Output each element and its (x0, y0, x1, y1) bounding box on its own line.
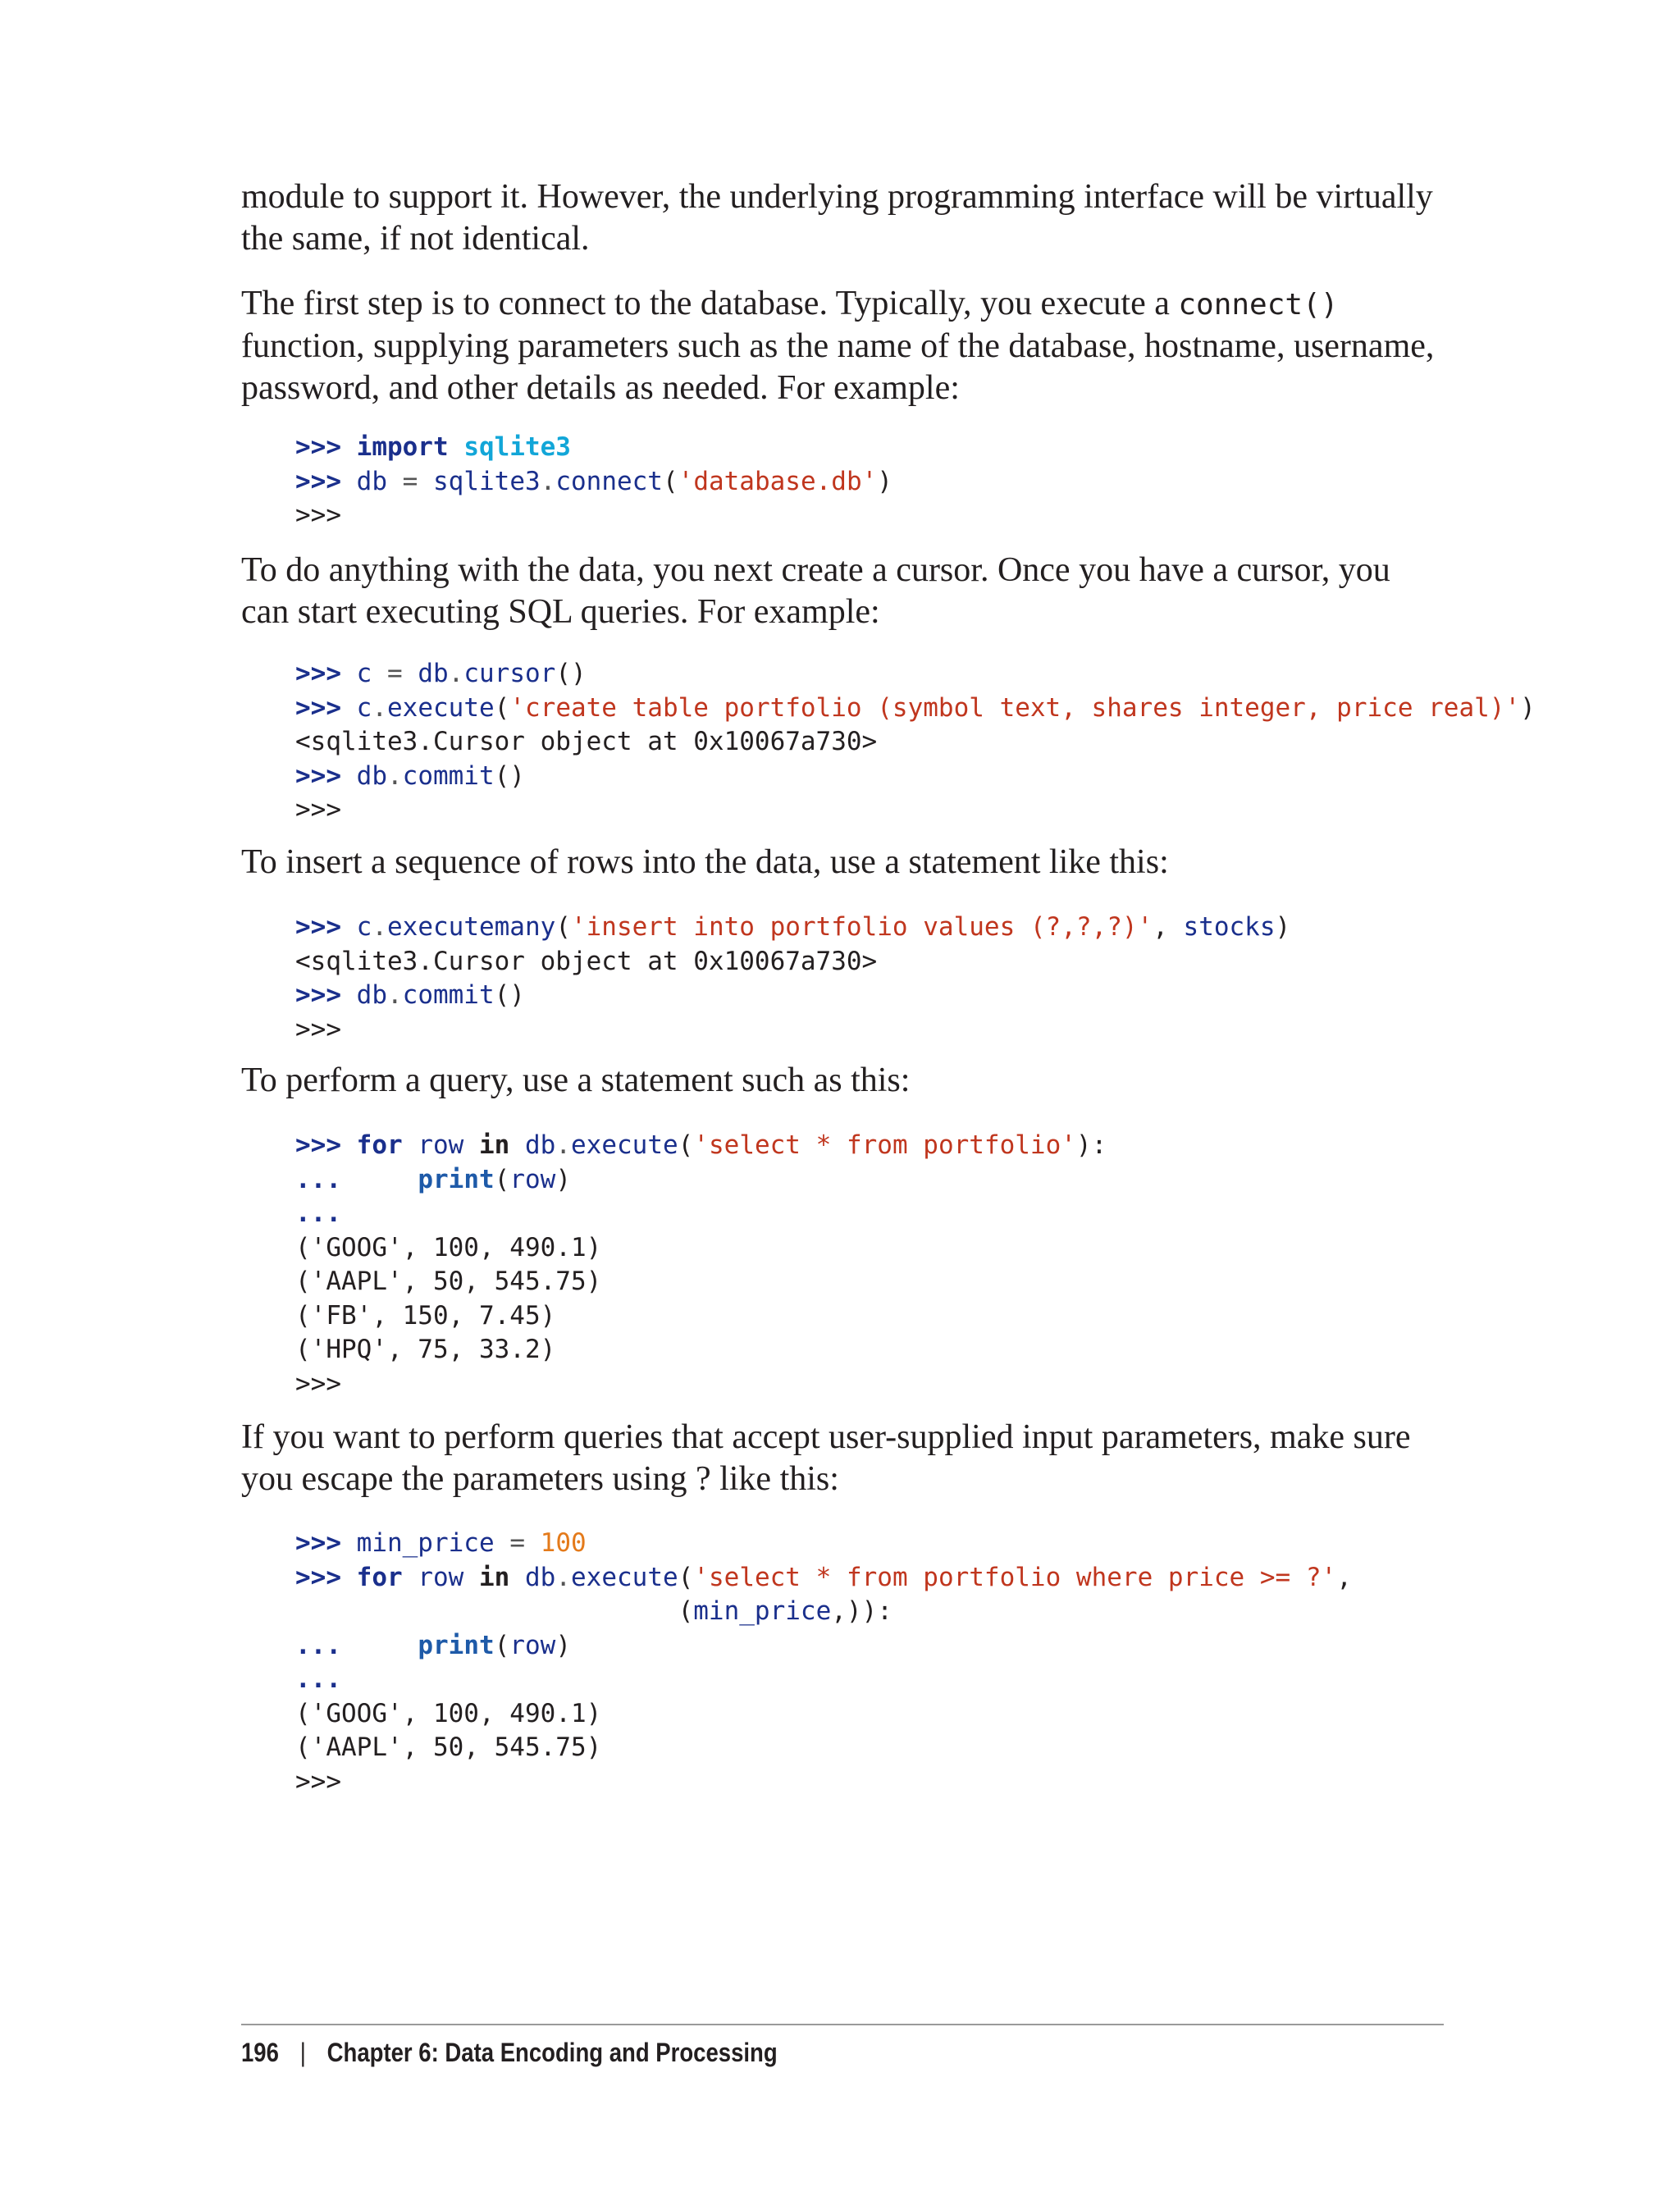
code-token: ('HPQ', 75, 33.2) (295, 1335, 556, 1364)
code-token: = (402, 466, 418, 496)
paragraph-intro: module to support it. However, the underlying programming interface will be virtually the same, if not identical. (241, 178, 1433, 258)
code-token: db (356, 466, 387, 496)
code-token: min_price (356, 1528, 495, 1558)
code-token (372, 659, 387, 688)
code-token (509, 1130, 525, 1160)
paragraph-cursor: To do anything with the data, you next create a cursor. Once you have a cursor, you can start executing SQL queries. For example: (241, 551, 1390, 631)
code-line (295, 1663, 1352, 1697)
code-line (295, 1367, 1107, 1402)
code-token: <sqlite3.Cursor object at 0x10067a730> (295, 946, 878, 976)
code-token: row (418, 1562, 464, 1592)
code-token: . (372, 912, 387, 942)
code-token: ( (494, 1164, 510, 1194)
code-token: ( (555, 912, 571, 942)
code-token: row (509, 1164, 556, 1194)
code-token: () (494, 980, 525, 1010)
code-token: 'insert into portfolio values (?,?,?)' (570, 912, 1153, 942)
code-token: = (387, 659, 403, 688)
code-token: ... (295, 1164, 341, 1194)
code-line (295, 760, 1536, 794)
code-token: 'database.db' (678, 466, 878, 496)
code-line (295, 1265, 1107, 1299)
code-token: ): (1075, 1130, 1107, 1160)
code-token: ('GOOG', 100, 490.1) (295, 1698, 602, 1728)
code-token: db (525, 1130, 556, 1160)
code-token: execute (571, 1130, 678, 1160)
code-block (295, 911, 1290, 1047)
code-token: >>> (295, 1562, 357, 1592)
code-token: . (386, 760, 403, 791)
code-token (341, 1631, 418, 1660)
code-token: , (1153, 912, 1184, 942)
code-token: ) (1520, 692, 1536, 723)
code-token: for (356, 1562, 403, 1592)
code-token: 'select * from portfolio where price >= ?' (693, 1562, 1337, 1592)
code-line (295, 725, 1536, 760)
code-token: ('GOOG', 100, 490.1) (295, 1232, 602, 1262)
code-token: . (555, 1562, 571, 1592)
code-token (403, 659, 418, 688)
code-token: >>> (295, 1014, 341, 1044)
code-token: >>> (295, 466, 357, 496)
code-token (463, 1130, 479, 1160)
code-token: sqlite3 (433, 466, 541, 496)
code-token: >>> (295, 760, 357, 791)
code-block (295, 431, 892, 533)
code-token: ... (295, 1664, 341, 1694)
code-line (295, 911, 1290, 945)
code-token: ) (1275, 912, 1291, 942)
code-token: row (509, 1630, 556, 1660)
code-token: <sqlite3.Cursor object at 0x10067a730> (295, 727, 878, 756)
code-line (295, 1527, 1352, 1561)
code-line (295, 1595, 1352, 1629)
code-token: >>> (295, 980, 357, 1010)
code-line (295, 1765, 1352, 1800)
inline-code-connect: connect() (1178, 288, 1339, 322)
code-token (525, 1528, 541, 1558)
code-token: connect (555, 466, 663, 496)
code-line (295, 1299, 1107, 1334)
code-token: ( (678, 1562, 694, 1592)
code-token: in (479, 1130, 510, 1160)
code-line (295, 945, 1290, 979)
code-token (463, 1563, 479, 1592)
code-token: 'select * from portfolio' (693, 1130, 1076, 1160)
code-token: ) (555, 1630, 571, 1660)
code-token (387, 467, 403, 496)
code-token: commit (402, 760, 495, 791)
paragraph-insert: To insert a sequence of rows into the data, use a statement like this: (241, 843, 1169, 881)
code-token (495, 1528, 510, 1558)
code-token: execute (571, 1562, 678, 1592)
code-token: . (448, 659, 464, 688)
code-token: min_price (693, 1596, 832, 1626)
code-token: db (525, 1562, 556, 1592)
code-token: ... (295, 1198, 341, 1228)
code-token: print (418, 1630, 495, 1660)
code-line (295, 1561, 1352, 1596)
code-line (295, 1333, 1107, 1367)
code-token: ('AAPL', 50, 545.75) (295, 1732, 602, 1762)
code-token: stocks (1183, 912, 1276, 942)
code-token: ( (662, 466, 678, 496)
code-token (509, 1563, 525, 1592)
code-line (295, 1129, 1107, 1163)
page-footer (241, 2033, 778, 2072)
paragraph-query: To perform a query, use a statement such as this: (241, 1061, 911, 1099)
code-token (449, 432, 464, 462)
code-token: >>> (295, 1528, 357, 1558)
code-token: = (509, 1528, 525, 1558)
code-token: >>> (295, 912, 357, 942)
code-token: ( (494, 692, 510, 723)
code-line (295, 1629, 1352, 1664)
code-token (403, 1563, 418, 1592)
code-token: cursor (463, 659, 556, 688)
code-line (295, 657, 1536, 692)
code-token: ( (295, 1596, 694, 1626)
code-line (295, 1731, 1352, 1765)
code-token: ) (555, 1164, 571, 1194)
code-token: , (1336, 1562, 1352, 1592)
code-token: execute (387, 692, 495, 723)
code-token: . (540, 466, 556, 496)
code-token (418, 467, 433, 496)
code-token: ('FB', 150, 7.45) (295, 1300, 556, 1331)
code-token: ('AAPL', 50, 545.75) (295, 1267, 602, 1296)
paragraph-connect (241, 283, 1444, 409)
paragraph-connect-text-2: function, supplying parameters such as the name of the database, hostname, username, password, and other details as needed. For example: (241, 327, 1435, 407)
paragraph-parameters: If you want to perform queries that accept user-supplied input parameters, make sure you escape the parameters using ? like this: (241, 1418, 1411, 1498)
paragraph-connect-text-1: The first step is to connect to the database. Typically, you execute a (241, 285, 1179, 322)
page-number: 196 (241, 2038, 279, 2067)
footer-separator: | (299, 2038, 306, 2067)
code-block (295, 1129, 1107, 1401)
code-block (295, 1527, 1352, 1799)
code-token (341, 1165, 418, 1194)
code-token: >>> (295, 432, 357, 462)
code-line (295, 1013, 1290, 1048)
code-token: ( (494, 1630, 510, 1660)
code-token: . (372, 692, 387, 723)
code-token: . (386, 980, 403, 1010)
chapter-title: Chapter 6: Data Encoding and Processing (326, 2038, 778, 2067)
code-token: for (356, 1130, 403, 1160)
code-line (295, 1163, 1107, 1198)
code-line (295, 793, 1536, 828)
code-line (295, 431, 892, 465)
code-line (295, 499, 892, 533)
code-token: db (356, 980, 387, 1010)
code-token: ( (678, 1130, 694, 1160)
code-token: db (356, 760, 387, 791)
code-token: () (555, 659, 587, 688)
code-token: >>> (295, 692, 357, 723)
code-token: executemany (387, 912, 556, 942)
code-token: db (418, 659, 449, 688)
code-line (295, 465, 892, 500)
code-token: c (356, 912, 372, 942)
code-token: >>> (295, 1130, 357, 1160)
code-line (295, 1231, 1107, 1266)
footer-rule (241, 2024, 1444, 2025)
code-token: >>> (295, 1368, 341, 1399)
code-token: c (356, 659, 372, 688)
code-token: >>> (295, 1766, 341, 1796)
code-line (295, 979, 1290, 1013)
code-token: . (555, 1130, 571, 1160)
code-token: >>> (295, 500, 341, 530)
code-line (295, 1197, 1107, 1231)
code-token: row (418, 1130, 464, 1160)
code-token: () (494, 760, 525, 791)
code-token: sqlite3 (463, 432, 571, 462)
code-token: 'create table portfolio (symbol text, shares integer, price real)' (509, 692, 1521, 723)
code-block (295, 657, 1536, 828)
code-token: >>> (295, 659, 357, 688)
code-token (403, 1130, 418, 1160)
code-token: print (418, 1164, 495, 1194)
code-token: commit (402, 980, 495, 1010)
code-line (295, 692, 1536, 726)
code-token: 100 (540, 1528, 587, 1558)
code-token: in (479, 1562, 510, 1592)
code-token: >>> (295, 795, 341, 824)
code-token: ... (295, 1630, 341, 1660)
code-line (295, 1697, 1352, 1732)
code-token: ) (877, 466, 892, 496)
code-token: import (356, 432, 449, 462)
code-token: ,)): (831, 1596, 892, 1626)
code-token: c (356, 692, 372, 723)
